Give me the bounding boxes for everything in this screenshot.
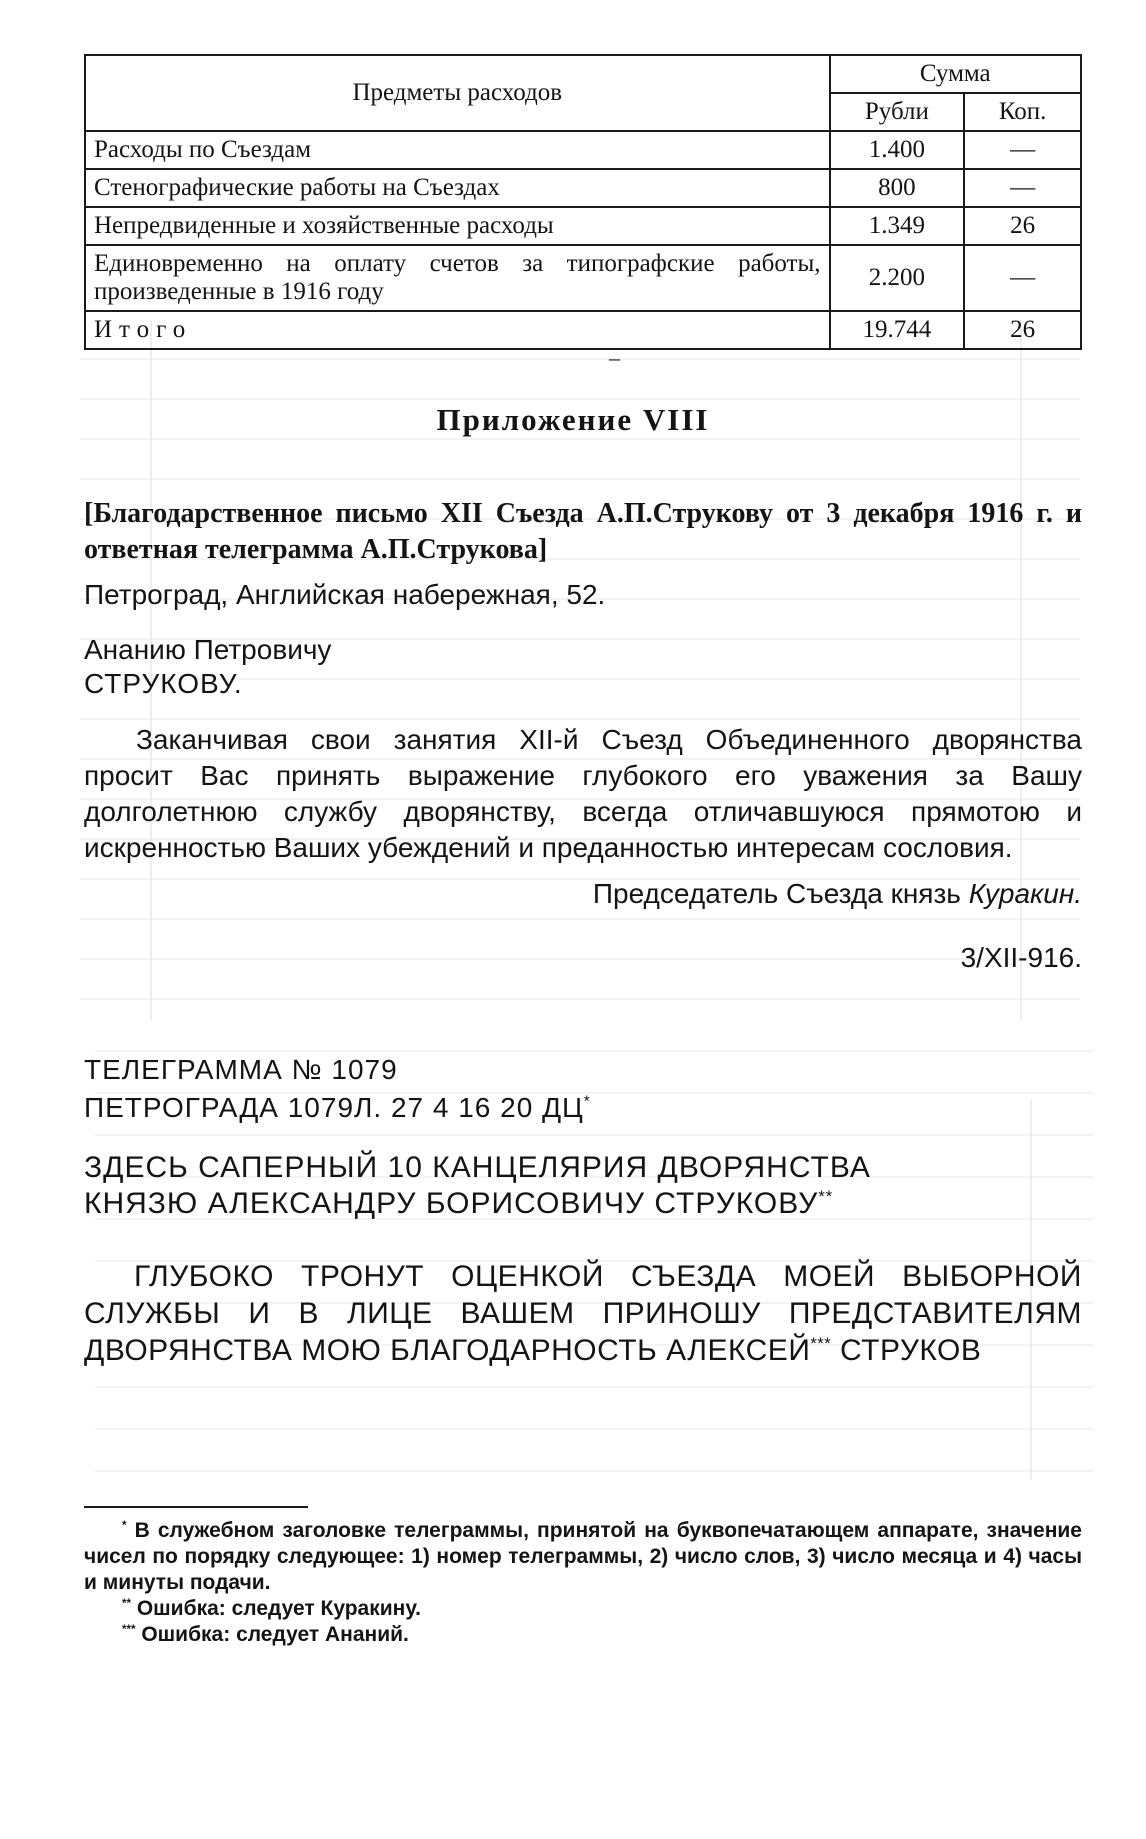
header-rub: Рубли xyxy=(830,93,965,131)
table-total-row xyxy=(85,311,1081,349)
letter-address: Петроград, Английская набережная, 52. xyxy=(84,579,606,610)
footnote-marker-2: ** xyxy=(122,1598,131,1610)
telegram-service-line xyxy=(84,1092,591,1124)
telegram-address-line1: ЗДЕСЬ САПЕРНЫЙ 10 КАНЦЕЛЯРИЯ ДВОРЯНСТВА xyxy=(84,1151,871,1184)
table-row xyxy=(85,131,1081,169)
expense-table xyxy=(84,54,1082,350)
appendix-subtitle: [Благодарственное письмо XII Съезда А.П.Струкову от 3 декабря 1916 г. и ответная телеграмма А.П.Струкова] xyxy=(84,498,1082,566)
footnote-rule xyxy=(84,1506,308,1508)
letter-signature xyxy=(593,878,1082,910)
footnote-ref-2: ** xyxy=(818,1188,834,1206)
telegram-address xyxy=(84,1150,1084,1222)
row-rub: 1.400 xyxy=(830,131,965,169)
footnotes xyxy=(84,1518,1082,1648)
footnote-text-2: Ошибка: следует Куракину. xyxy=(136,1597,422,1620)
table-row xyxy=(85,169,1081,207)
footnote-marker-3: *** xyxy=(122,1624,136,1636)
telegram-body xyxy=(84,1258,1082,1369)
header-sum: Сумма xyxy=(830,55,1081,93)
signature-name: Куракин. xyxy=(968,878,1082,909)
footnote-ref-1: * xyxy=(583,1093,591,1111)
header-item: Предметы расходов xyxy=(85,55,830,131)
row-item: Расходы по Съездам xyxy=(85,131,830,169)
row-rub: 2.200 xyxy=(830,245,965,311)
service-line-text: ПЕТРОГРАДА 1079Л. 27 4 16 20 ДЦ xyxy=(84,1092,584,1123)
row-item: Непредвиденные и хозяйственные расходы xyxy=(85,207,830,245)
row-kop: — xyxy=(964,245,1081,311)
table-header-row xyxy=(85,55,1081,93)
letter-body: Заканчивая свои занятия XII-й Съезд Объединенного дворянства просит Вас принять выражение глубокого его уважения за Вашу долголетнюю службу дворянству, всегда отличавшуюся прямотою и искренностью Ваших убеждений и преданностью интересам сословия. xyxy=(84,724,1082,863)
footnote-ref-3: *** xyxy=(810,1335,832,1353)
footnote-2 xyxy=(84,1596,1082,1622)
row-rub: 1.349 xyxy=(830,207,965,245)
row-kop: 26 xyxy=(964,207,1081,245)
total-label: Итого xyxy=(85,311,830,349)
appendix-title: Приложение VIII xyxy=(436,402,710,437)
footnote-1 xyxy=(84,1518,1082,1596)
telegram-address-line2-wrap xyxy=(84,1186,1084,1222)
total-kop: 26 xyxy=(964,311,1081,349)
footnote-marker-1: * xyxy=(122,1520,127,1532)
row-kop: — xyxy=(964,169,1081,207)
table-row xyxy=(85,207,1081,245)
table-row xyxy=(85,245,1081,311)
row-rub: 800 xyxy=(830,169,965,207)
recipient-name: Ананию Петровичу xyxy=(84,634,332,665)
footnote-text-1: В служебном заголовке телеграммы, принятой на буквопечатающем аппарате, значение чисел по порядку следующее: 1) номер телеграммы, 2) число слов, 3) число месяца и 4) часы и минуты подачи. xyxy=(84,1519,1082,1594)
telegram-body-main: ГЛУБОКО ТРОНУТ ОЦЕНКОЙ СЪЕЗДА МОЕЙ ВЫБОРНОЙ СЛУЖБЫ И В ЛИЦЕ ВАШЕМ ПРИНОШУ ПРЕДСТАВИТЕЛЯМ ДВОРЯНСТВА МОЮ БЛАГОДАРНОСТЬ АЛЕКСЕЙ xyxy=(84,1260,1082,1367)
footnote-3 xyxy=(84,1622,1082,1648)
separator-mark: ‒ xyxy=(609,345,620,370)
letter-date: 3/XII-916. xyxy=(960,942,1082,973)
recipient-surname: СТРУКОВУ. xyxy=(84,668,243,699)
telegram-body-end: СТРУКОВ xyxy=(831,1334,982,1367)
telegram-number: ТЕЛЕГРАММА № 1079 xyxy=(84,1054,398,1085)
row-item: Стенографические работы на Съездах xyxy=(85,169,830,207)
telegram-address-line2: КНЯЗЮ АЛЕКСАНДРУ БОРИСОВИЧУ СТРУКОВУ xyxy=(84,1187,819,1220)
total-rub: 19.744 xyxy=(830,311,965,349)
footnote-text-3: Ошибка: следует Ананий. xyxy=(141,1623,409,1646)
header-kop: Коп. xyxy=(964,93,1081,131)
row-kop: — xyxy=(964,131,1081,169)
row-item: Единовременно на оплату счетов за типографские работы, произведенные в 1916 году xyxy=(85,245,830,311)
signature-prefix: Председатель Съезда князь xyxy=(592,878,961,909)
